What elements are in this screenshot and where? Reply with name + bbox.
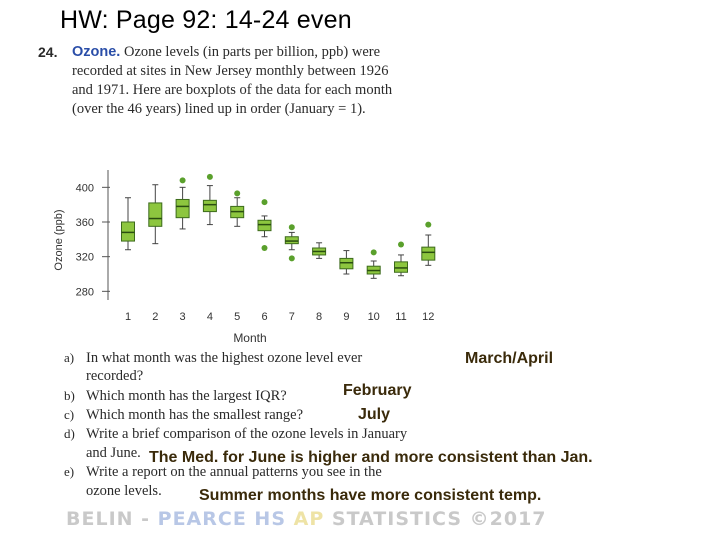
outlier-point [262,245,268,251]
outlier-point [289,224,295,230]
question-d-line-1: Write a brief comparison of the ozone levels in January [86,426,408,442]
question-d-line-2: and June. [86,445,141,461]
x-tick-label: 4 [206,311,213,323]
x-tick-label: 6 [261,311,268,323]
question-label-e: e) [64,464,75,479]
x-tick-label: 5 [234,311,241,323]
x-tick-label: 12 [422,311,435,323]
problem-line-1 [72,44,380,61]
x-tick-label: 11 [395,311,407,323]
outlier-point [398,242,404,248]
y-tick-label: 320 [75,251,94,264]
answer-d: The Med. for June is higher and more consistent than Jan. [149,449,593,466]
slide-title: HW: Page 92: 14-24 even [60,6,352,34]
watermark-part-3: AP [293,508,332,530]
outlier-point [371,249,377,255]
y-tick-label: 400 [75,182,94,195]
answer-e: Summer months have more consistent temp. [199,487,542,504]
x-tick-label: 2 [152,311,159,323]
problem-line-3: and 1971. Here are boxplots of the data for each month [72,82,393,98]
problem-text-1: Ozone levels (in parts per billion, ppb) were [123,44,381,60]
question-b-line-1: Which month has the largest IQR? [86,388,287,404]
problem-number: 24. [38,44,58,60]
y-axis-label: Ozone (ppb) [53,209,65,271]
question-label-c: c) [64,407,75,422]
x-tick-label: 9 [343,311,350,323]
answer-a: March/April [465,350,554,367]
watermark-part-1: BELIN - [66,508,158,530]
box-month-6 [258,220,271,230]
box-month-11 [395,262,408,272]
x-tick-label: 3 [179,311,186,323]
y-tick-label: 360 [75,217,94,229]
x-tick-label: 7 [288,311,295,323]
outlier-point [425,222,431,228]
question-label-b: b) [64,388,75,403]
x-axis-label: Month [233,331,267,345]
watermark-part-4: STATISTICS ©2017 [331,508,547,530]
watermark-part-2: PEARCE HS [157,508,294,530]
y-tick-label: 280 [75,286,94,299]
x-tick-label: 8 [316,311,323,323]
watermark [66,508,547,530]
problem-keyword: Ozone. [72,44,121,60]
box-month-9 [340,258,353,268]
outlier-point [207,174,213,180]
box-month-3 [176,199,189,217]
question-a-line-1: In what month was the highest ozone level ever [86,350,363,366]
textbook-scan [38,44,478,504]
question-label-a: a) [64,350,75,365]
box-month-4 [203,200,216,211]
question-a-line-2: recorded? [86,368,144,384]
outlier-point [234,190,240,196]
x-tick-label: 1 [124,311,132,323]
outlier-point [180,177,186,183]
answer-c: July [358,406,391,423]
x-tick-label: 10 [367,311,380,323]
question-label-d: d) [64,426,75,441]
box-month-1 [122,222,135,241]
box-month-2 [149,203,162,226]
outlier-point [262,199,268,205]
outlier-point [289,255,295,261]
box-month-12 [422,247,435,260]
answer-b: February [343,382,412,399]
box-month-7 [285,237,298,244]
question-c-line-1: Which month has the smallest range? [86,407,304,423]
problem-line-2: recorded at sites in New Jersey monthly between 1926 [72,63,389,79]
question-e-line-1: Write a report on the annual patterns you see in the [86,464,382,480]
question-e-line-2: ozone levels. [86,483,162,499]
problem-line-4: (over the 46 years) lined up in order (January = 1). [72,101,366,117]
